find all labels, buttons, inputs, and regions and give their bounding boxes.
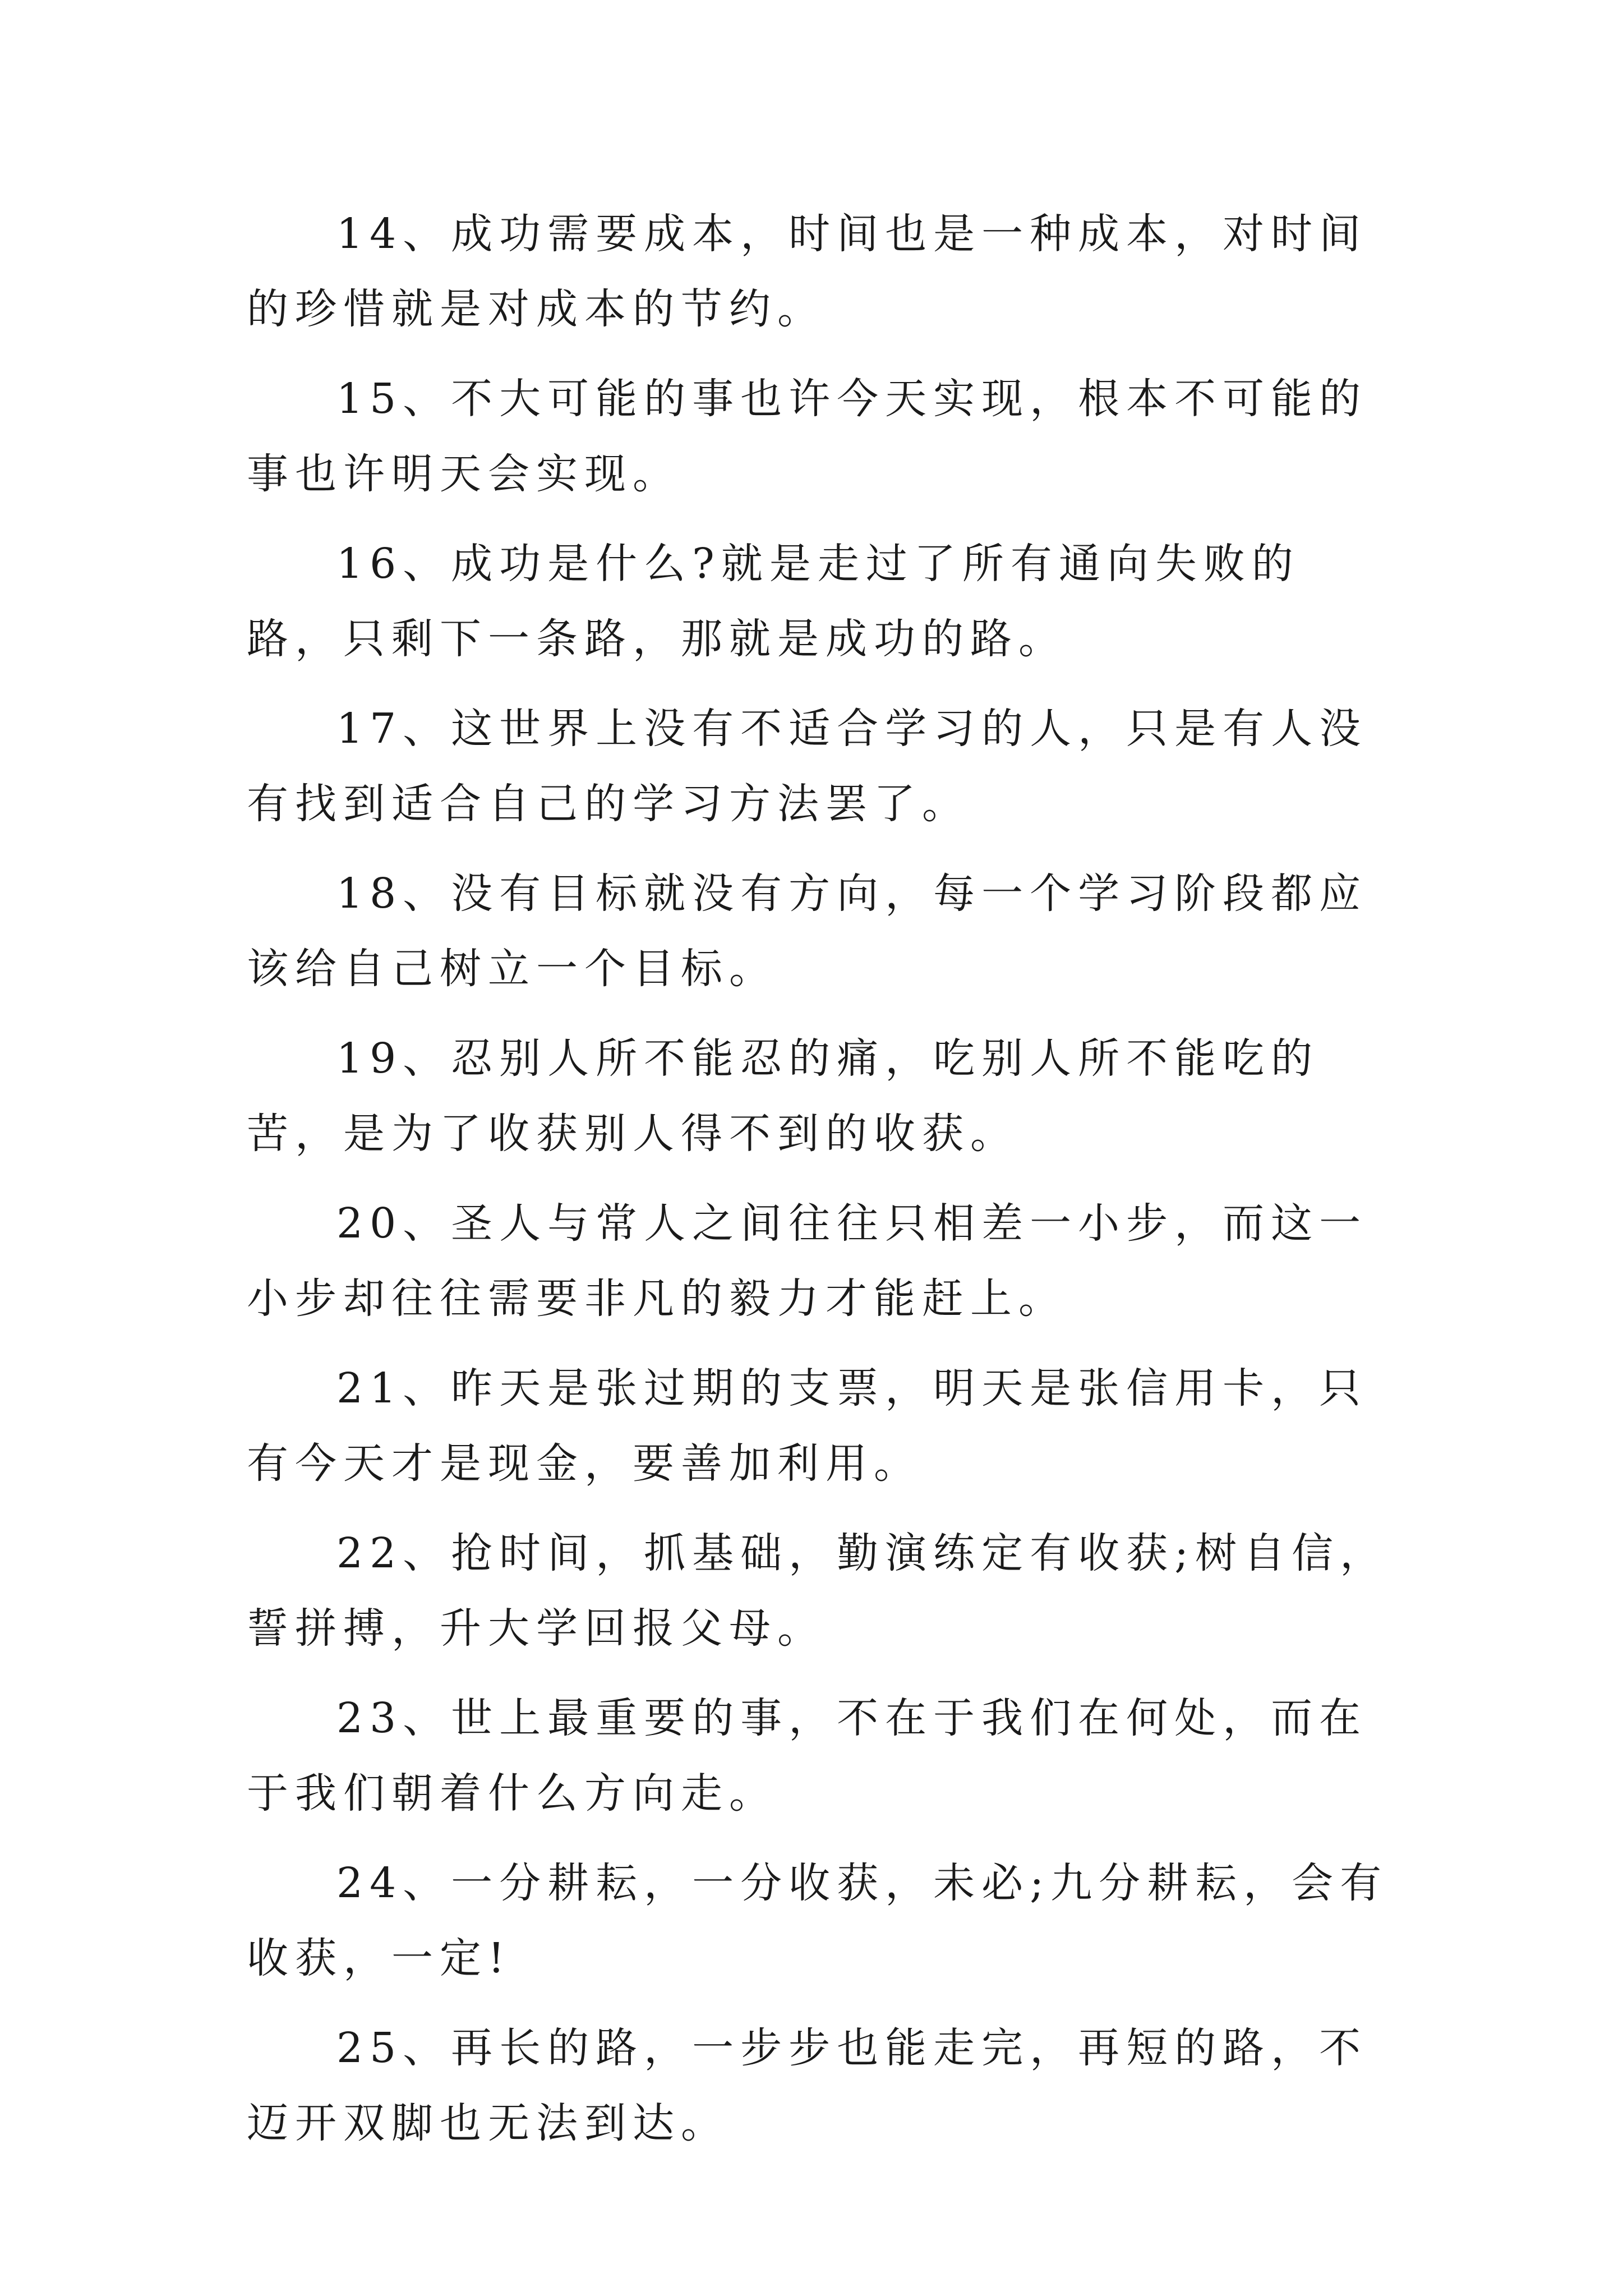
paragraph-25: 25、再长的路，一步步也能走完，再短的路，不迈开双脚也无法到达。: [247, 2024, 1368, 2147]
paragraph-24: 24、一分耕耘，一分收获，未必;九分耕耘，会有收获，一定!: [247, 1859, 1389, 1982]
paragraph-22: 22、抢时间，抓基础，勤演练定有收获;树自信，誓拼搏，升大学回报父母。: [247, 1529, 1389, 1653]
paragraph-17: 17、这世界上没有不适合学习的人，只是有人没有找到适合自己的学习方法罢了。: [247, 705, 1368, 828]
document-body: [247, 196, 1391, 2175]
paragraph-19: 19、忍别人所不能忍的痛，吃别人所不能吃的苦，是为了收获别人得不到的收获。: [247, 1034, 1320, 1158]
paragraph-20: 20、圣人与常人之间往往只相差一小步，而这一小步却往往需要非凡的毅力才能赶上。: [247, 1199, 1368, 1323]
paragraph-21: 21、昨天是张过期的支票，明天是张信用卡，只有今天才是现金，要善加利用。: [247, 1364, 1368, 1488]
paragraph-18: 18、没有目标就没有方向，每一个学习阶段都应该给自己树立一个目标。: [247, 869, 1368, 993]
paragraph-23: 23、世上最重要的事，不在于我们在何处，而在于我们朝着什么方向走。: [247, 1694, 1368, 1818]
paragraph-15: 15、不大可能的事也许今天实现，根本不可能的事也许明天会实现。: [247, 375, 1368, 498]
paragraph-14: 14、成功需要成本，时间也是一种成本，对时间的珍惜就是对成本的节约。: [247, 210, 1368, 333]
paragraph-16: 16、成功是什么?就是走过了所有通向失败的路，只剩下一条路，那就是成功的路。: [247, 540, 1300, 663]
